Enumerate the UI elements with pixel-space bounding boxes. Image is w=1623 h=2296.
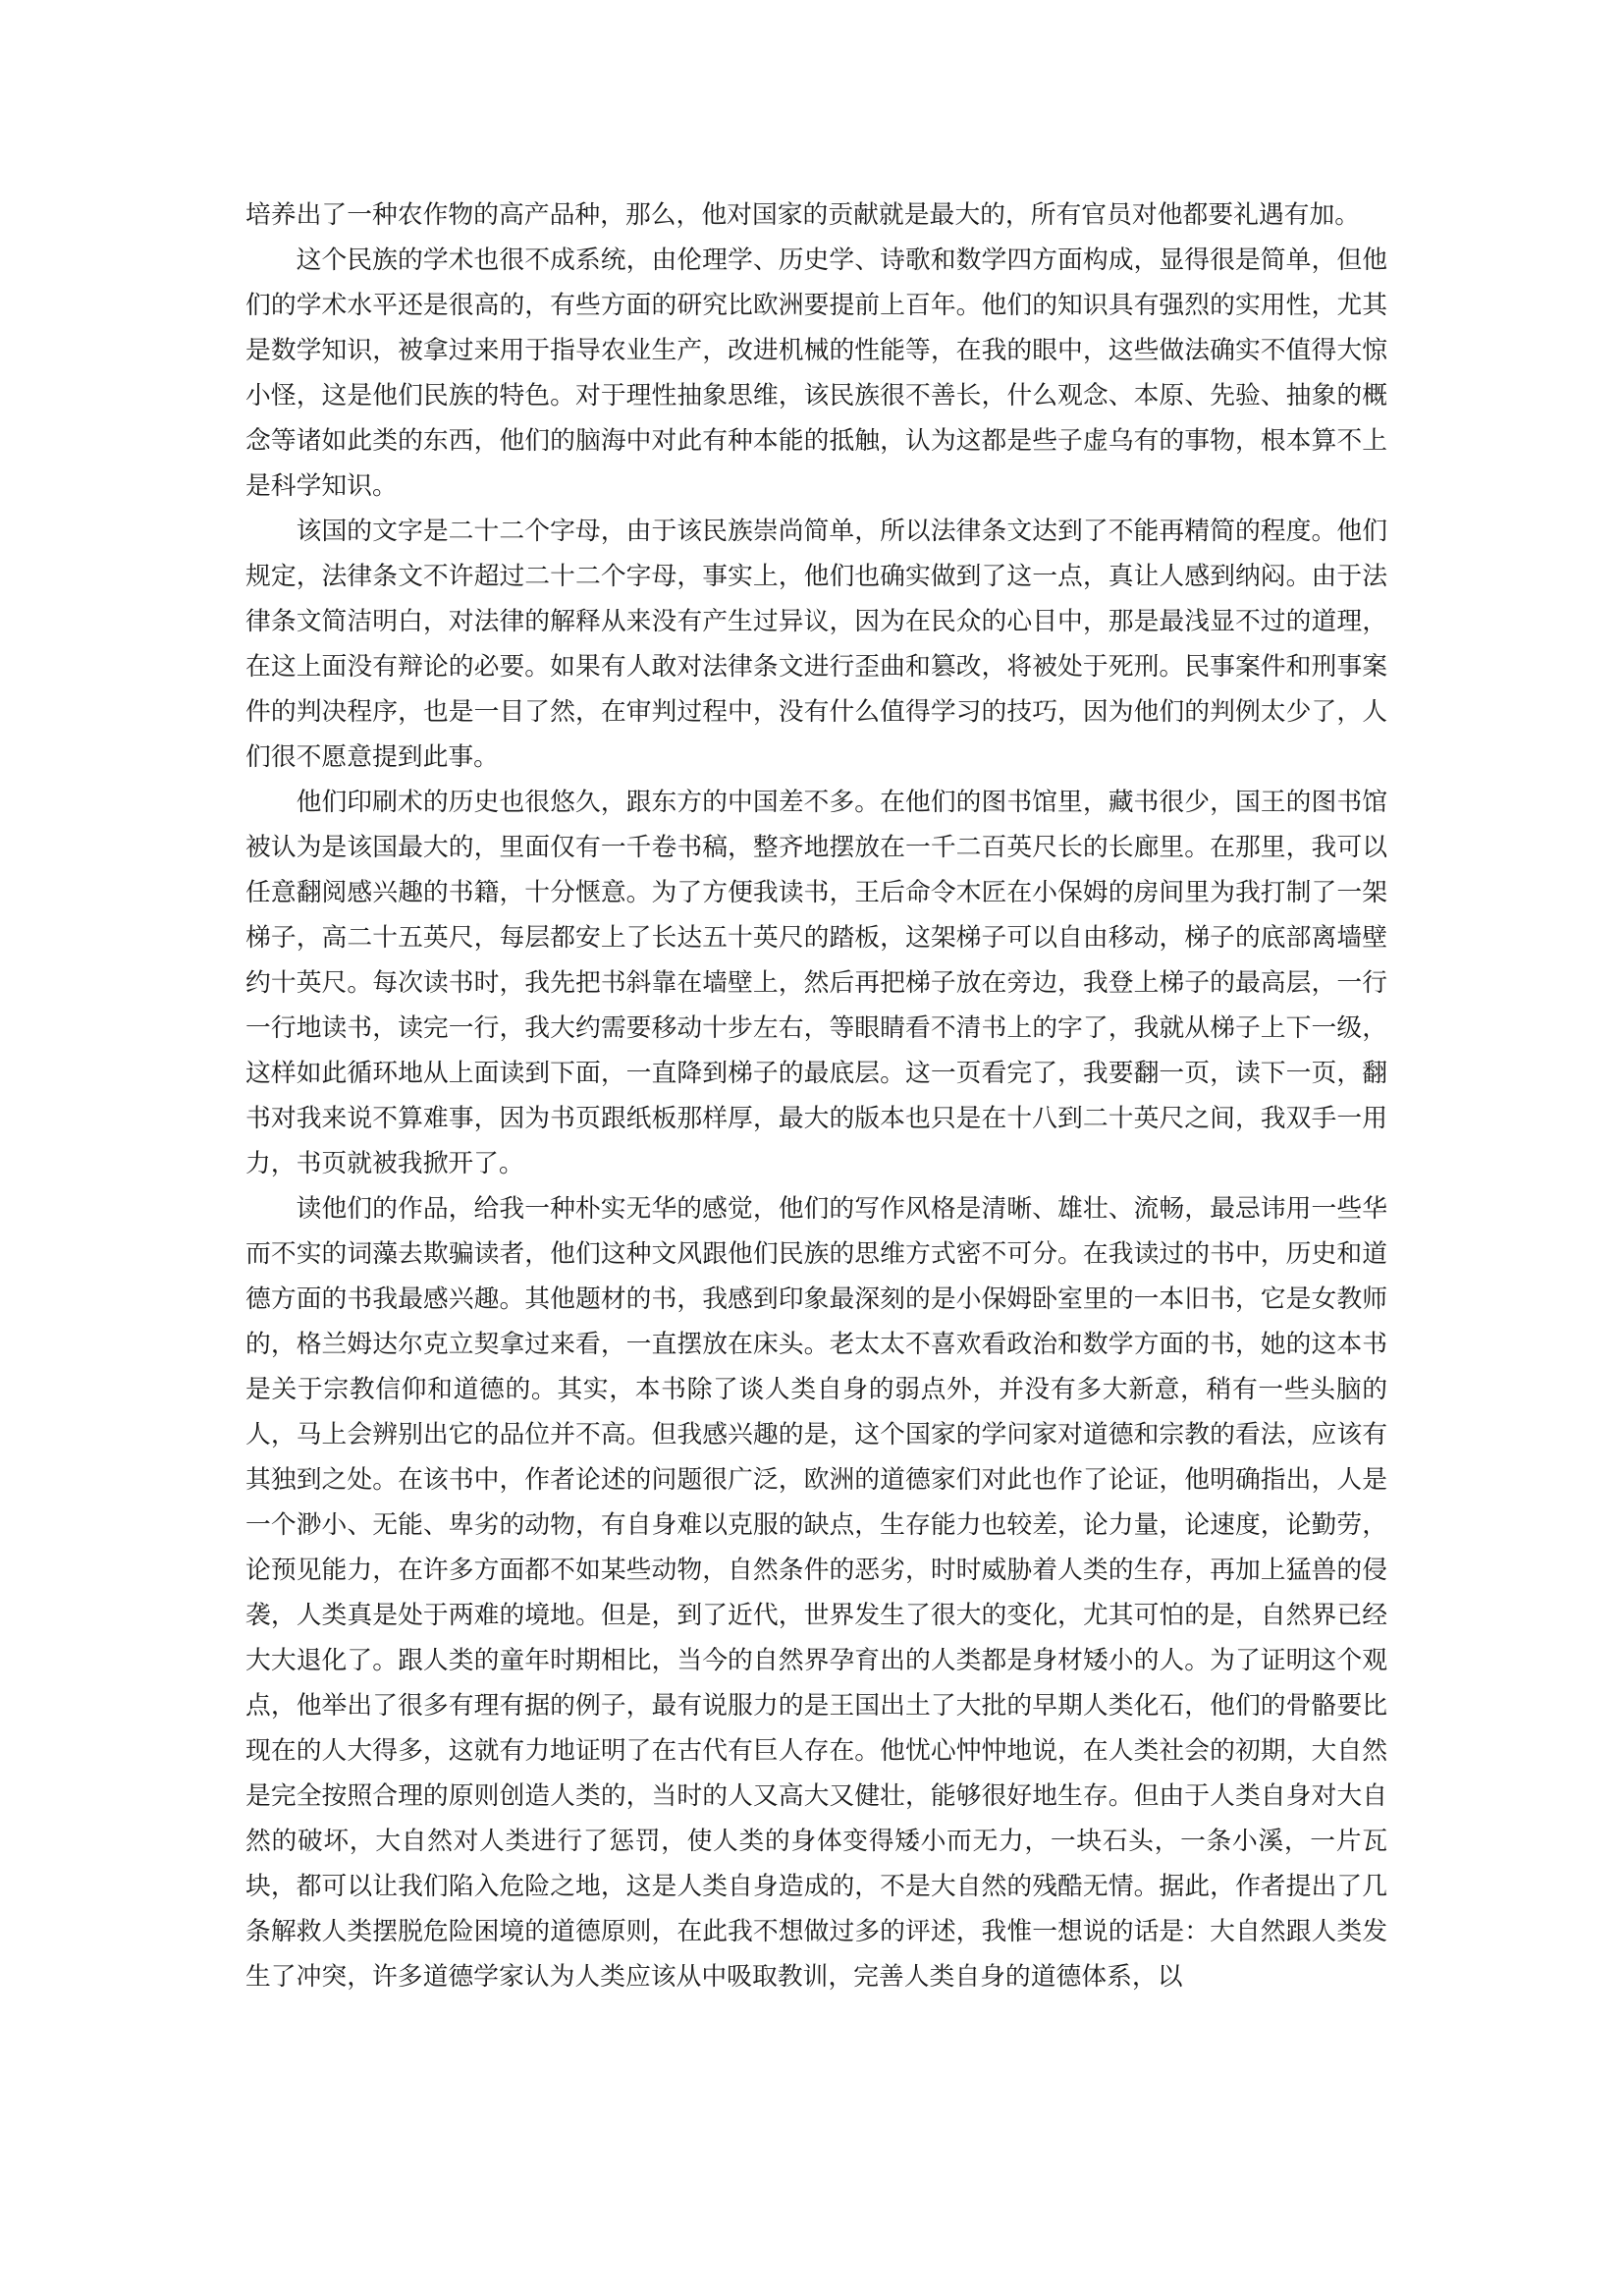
body-text bbox=[245, 192, 1387, 1999]
paragraph-academics: 这个民族的学术也很不成系统，由伦理学、历史学、诗歌和数学四方面构成，显得很是简单，但他们的学术水平还是很高的，有些方面的研究比欧洲要提前上百年。他们的知识具有强烈的实用性，尤其是数学知识，被拿过来用于指导农业生产，改进机械的性能等，在我的眼中，这些做法确实不值得大惊小怪，这是他们民族的特色。对于理性抽象思维，该民族很不善长，什么观念、本原、先验、抽象的概念等诸如此类的东西，他们的脑海中对此有种本能的抵触，认为这都是些子虚乌有的事物，根本算不上是科学知识。 bbox=[245, 246, 1387, 501]
paragraph-literature: 读他们的作品，给我一种朴实无华的感觉，他们的写作风格是清晰、雄壮、流畅，最忌讳用一些华而不实的词藻去欺骗读者，他们这种文风跟他们民族的思维方式密不可分。在我读过的书中，历史和道德方面的书我最感兴趣。其他题材的书，我感到印象最深刻的是小保姆卧室里的一本旧书，它是女教师的，格兰姆达尔克立契拿过来看，一直摆放在床头。老太太不喜欢看政治和数学方面的书，她的这本书是关于宗教信仰和道德的。其实，本书除了谈人类自身的弱点外，并没有多大新意，稍有一些头脑的人，马上会辨别出它的品位并不高。但我感兴趣的是，这个国家的学问家对道德和宗教的看法，应该有其独到之处。在该书中，作者论述的问题很广泛，欧洲的道德家们对此也作了论证，他明确指出，人是一个渺小、无能、卑劣的动物，有自身难以克服的缺点，生存能力也较差，论力量，论速度，论勤劳，论预见能力，在许多方面都不如某些动物，自然条件的恶劣，时时威胁着人类的生存，再加上猛兽的侵袭，人类真是处于两难的境地。但是，到了近代，世界发生了很大的变化，尤其可怕的是，自然界已经大大退化了。跟人类的童年时期相比，当今的自然界孕育出的人类都是身材矮小的人。为了证明这个观点，他举出了很多有理有据的例子，最有说服力的是王国出土了大批的早期人类化石，他们的骨骼要比现在的人大得多，这就有力地证明了在古代有巨人存在。他忧心忡忡地说，在人类社会的初期，大自然是完全按照合理的原则创造人类的，当时的人又高大又健壮，能够很好地生存。但由于人类自身对大自然的破坏，大自然对人类进行了惩罚，使人类的身体变得矮小而无力，一块石头，一条小溪，一片瓦块，都可以让我们陷入危险之地，这是人类自身造成的，不是大自然的残酷无情。据此，作者提出了几条解救人类摆脱危险困境的道德原则，在此我不想做过多的评述，我惟一想说的话是：大自然跟人类发生了冲突，许多道德学家认为人类应该从中吸取教训，完善人类自身的道德体系，以 bbox=[245, 1194, 1387, 1992]
paragraph-law: 该国的文字是二十二个字母，由于该民族崇尚简单，所以法律条文达到了不能再精简的程度。他们规定，法律条文不许超过二十二个字母，事实上，他们也确实做到了这一点，真让人感到纳闷。由于法律条文简洁明白，对法律的解释从来没有产生过异议，因为在民众的心目中，那是最浅显不过的道理，在这上面没有辩论的必要。如果有人敢对法律条文进行歪曲和篡改，将被处于死刑。民事案件和刑事案件的判决程序，也是一目了然，在审判过程中，没有什么值得学习的技巧，因为他们的判例太少了，人们很不愿意提到此事。 bbox=[245, 517, 1387, 772]
paragraph-continued: 培养出了一种农作物的高产品种，那么，他对国家的贡献就是最大的，所有官员对他都要礼遇有加。 bbox=[245, 200, 1361, 230]
paragraph-library: 他们印刷术的历史也很悠久，跟东方的中国差不多。在他们的图书馆里，藏书很少，国王的图书馆被认为是该国最大的，里面仅有一千卷书稿，整齐地摆放在一千二百英尺长的长廊里。在那里，我可以任意翻阅感兴趣的书籍，十分惬意。为了方便我读书，王后命令木匠在小保姆的房间里为我打制了一架梯子，高二十五英尺，每层都安上了长达五十英尺的踏板，这架梯子可以自由移动，梯子的底部离墙壁约十英尺。每次读书时，我先把书斜靠在墙壁上，然后再把梯子放在旁边，我登上梯子的最高层，一行一行地读书，读完一行，我大约需要移动十步左右，等眼睛看不清书上的字了，我就从梯子上下一级，这样如此循环地从上面读到下面，一直降到梯子的最底层。这一页看完了，我要翻一页，读下一页，翻书对我来说不算难事，因为书页跟纸板那样厚，最大的版本也只是在十八到二十英尺之间，我双手一用力，书页就被我掀开了。 bbox=[245, 788, 1387, 1178]
